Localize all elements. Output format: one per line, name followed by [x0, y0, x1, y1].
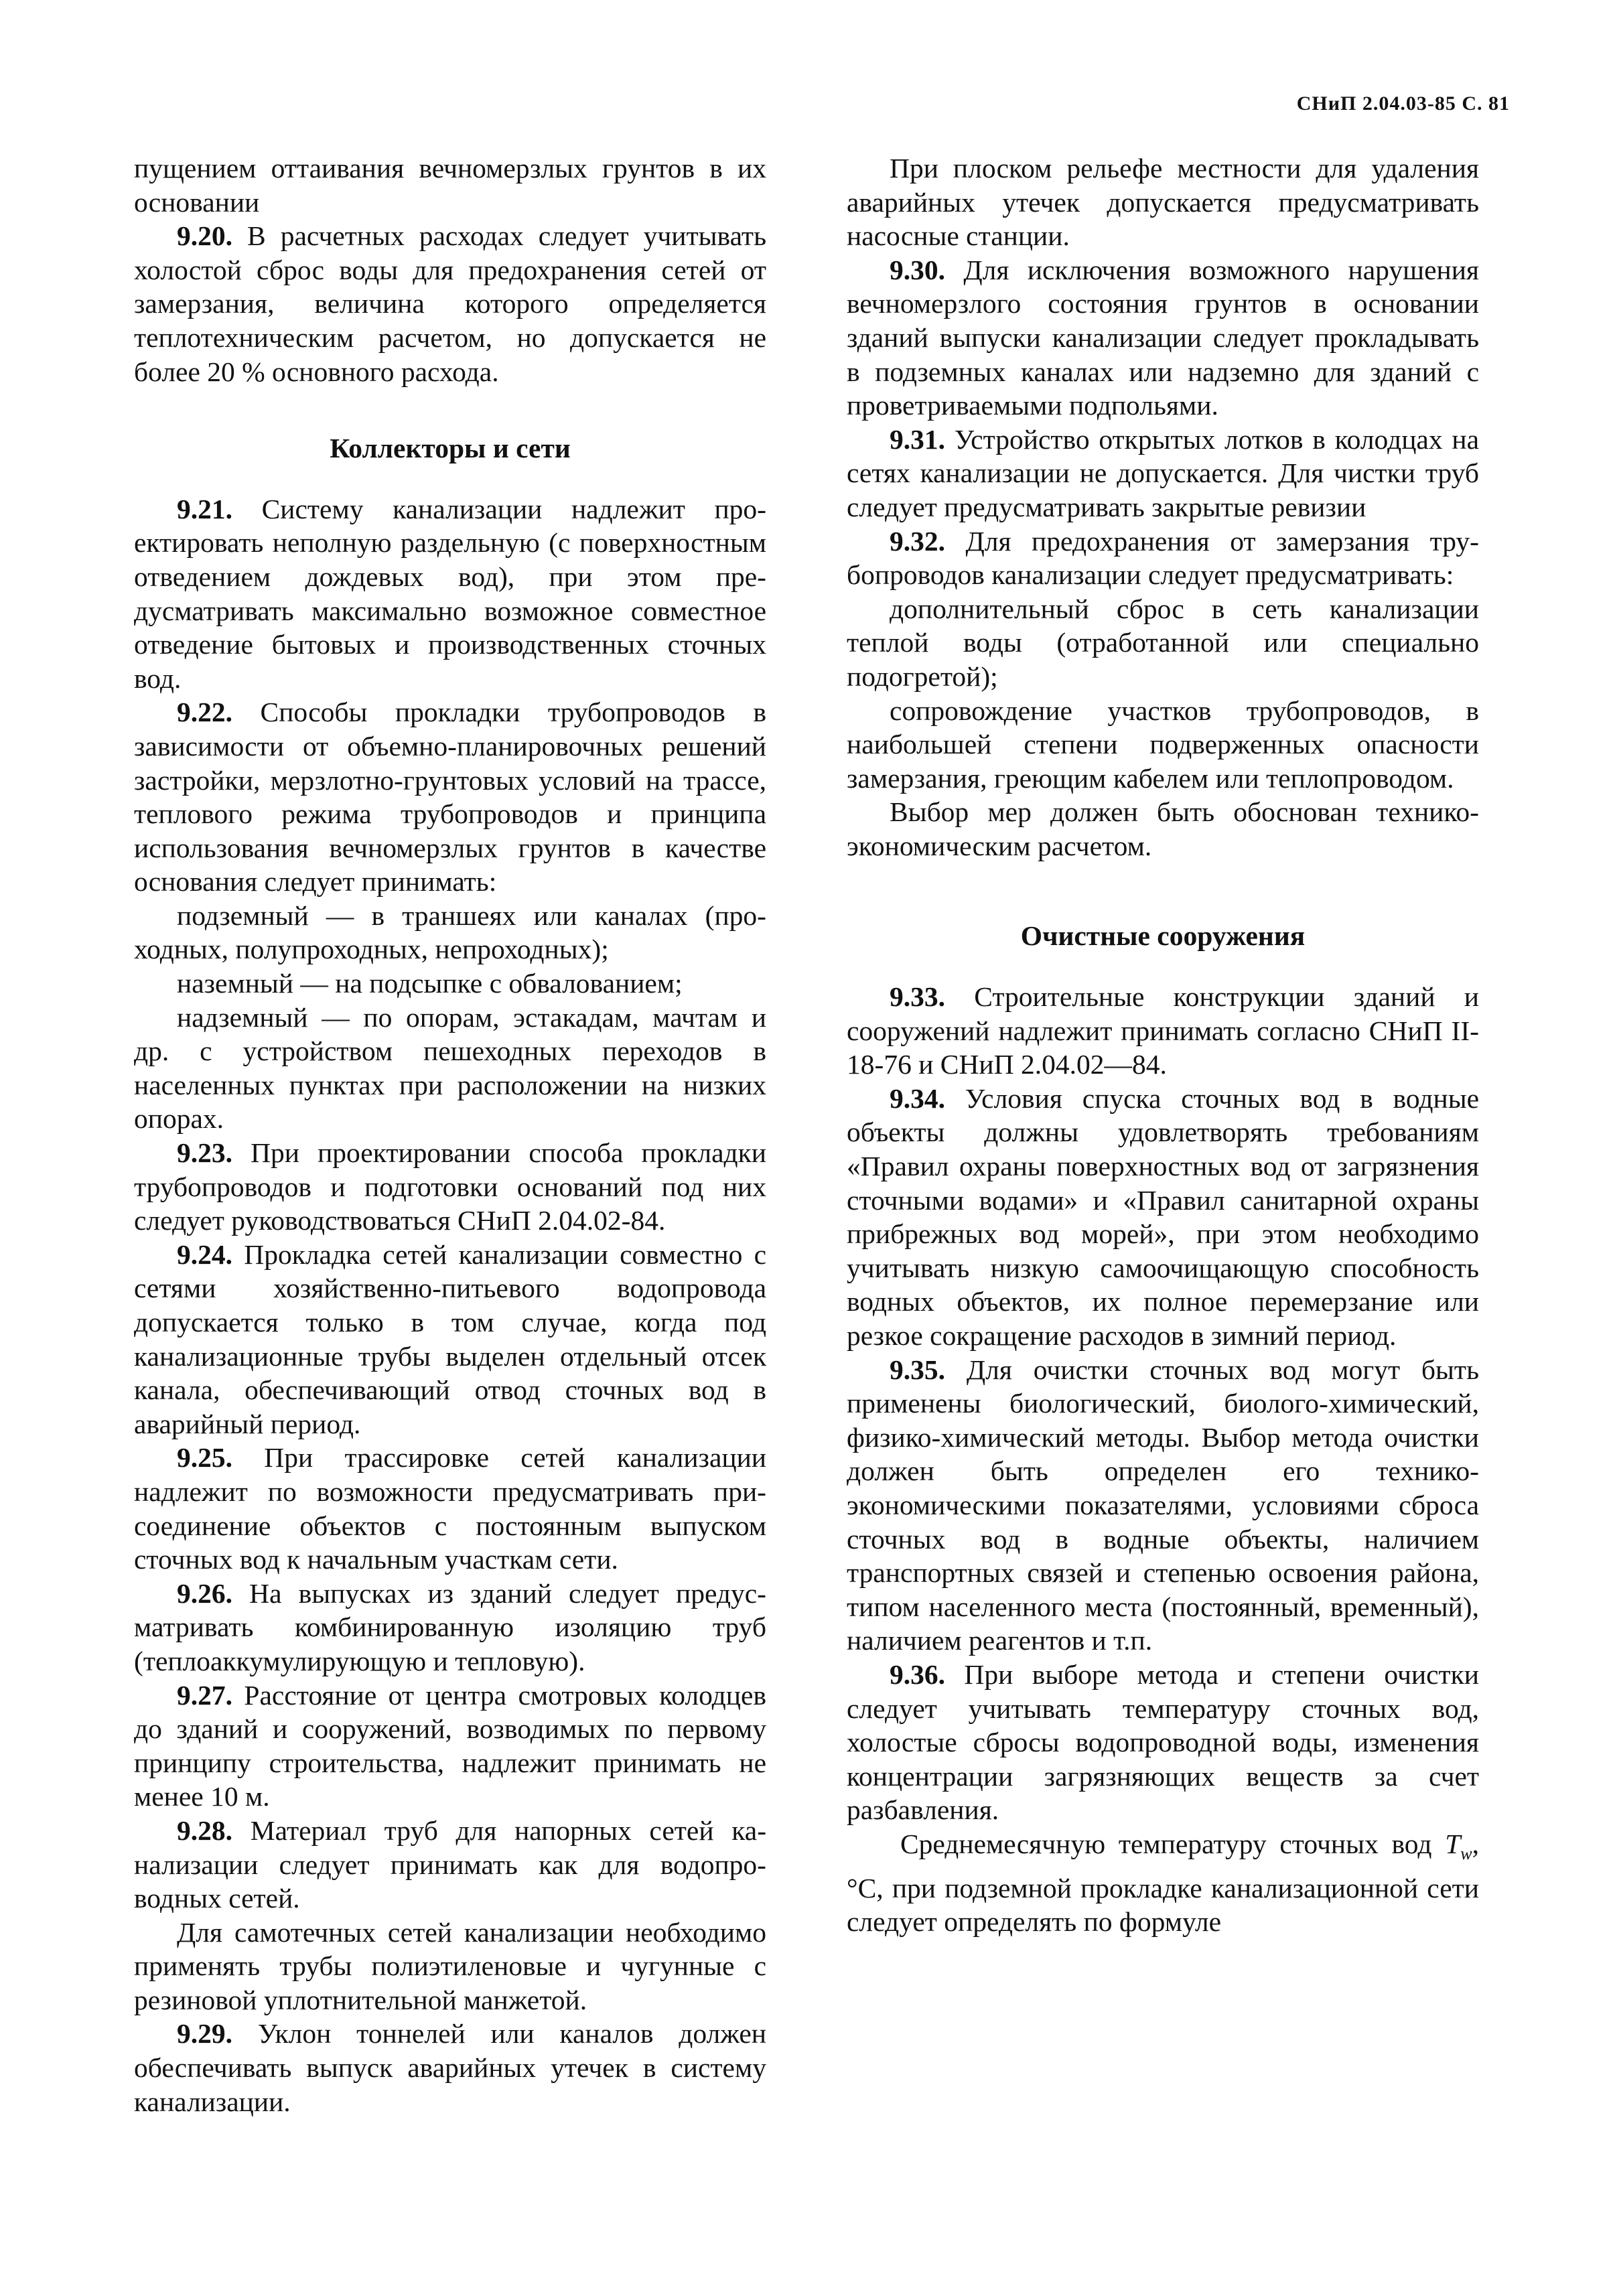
- paragraph-gravity-networks: Для самотечных сетей канализации необходимо применять трубы полиэтиленовые и чугунные с резиновой уплотнительной манжетой.: [134, 1916, 766, 2015]
- clause-number: 9.28.: [177, 1814, 232, 1846]
- clause-9-22: [134, 695, 766, 899]
- clause-text: Для предохранения от замерзания трубопроводов канализации следует предусматривать:: [847, 525, 1479, 591]
- clause-number: 9.20.: [177, 220, 232, 252]
- temperature-variable-subscript: w: [1460, 1844, 1472, 1863]
- clause-number: 9.27.: [177, 1679, 232, 1711]
- clause-number: 9.23.: [177, 1137, 232, 1169]
- clause-9-21: [134, 492, 766, 696]
- list-item-underground: подземный — в траншеях или каналах (проходных, полупроходных, непроходных);: [134, 900, 766, 965]
- clause-number: 9.29.: [177, 2018, 232, 2050]
- clause-text: При трассировке сетей канализации надлежит по возможности предусматривать присоединение объектов с постоянным выпуском сточных вод к начальным участкам сети.: [134, 1442, 767, 1575]
- clause-number: 9.26.: [177, 1577, 232, 1609]
- clause-text: Расстояние от центра смотровых колодцев до зданий и сооружений, возводимых по первому принципу строительства, надлежит принимать не менее 10 м.: [134, 1679, 767, 1812]
- list-item-warm-water-discharge: дополнительный сброс в сеть канализации теплой воды (отработанной или специально подогретой);: [847, 593, 1479, 692]
- clause-number: 9.35.: [890, 1354, 945, 1385]
- clause-9-30: [847, 253, 1479, 423]
- clause-number: 9.34.: [890, 1082, 945, 1114]
- clause-number: 9.22.: [177, 697, 232, 728]
- clause-text: На выпусках из зданий следует предусматривать комбинированную изоляцию труб (теплоаккумулирующую и тепловую).: [134, 1577, 766, 1676]
- clause-number: 9.24.: [177, 1238, 232, 1270]
- section-heading-treatment: Очистные сооружения: [1020, 920, 1306, 952]
- list-item-ground: наземный — на подсыпке с обвалованием;: [177, 968, 683, 999]
- clause-text: Строительные конструкции зданий и сооружений надлежит принимать согласно СНиП II-18-76 и СНиП 2.04.02—84.: [847, 981, 1479, 1080]
- clause-text: При проектировании способа прокладки трубопроводов и подготовки оснований под них следует руководствоваться СНиП 2.04.02-84.: [134, 1137, 766, 1236]
- clause-text: Для очистки сточных вод могут быть применены биологический, биолого-химический, физико-химический методы. Выбор метода очистки должен быть определен его технико-экономическими показателями, условиями сброса сточных вод в водные объекты, наличием транспортных связей и степенью освоения района, типом населенного места (постоянный, временный), наличием реагентов и т.п.: [847, 1354, 1479, 1656]
- paragraph-temperature-formula: [847, 1827, 1479, 1939]
- list-item-above-ground: надземный — по опорам, эстакадам, мачтам и др. с устройством пешеходных переходов в населенных пунктах при расположении на низких опорах.: [134, 1001, 766, 1135]
- clause-text: В расчетных расходах следует учитывать холостой сброс воды для предохранения сетей от замерзания, величина которого определяется теплотехническим расчетом, но допускается не более 20 % основного расхода.: [134, 220, 766, 387]
- clause-text: Материал труб для напорных сетей канализации следует принимать как для водопроводных сетей.: [134, 1814, 767, 1914]
- paragraph-choice-of-measures: Выбор мер должен быть обоснован технико-экономическим расчетом.: [847, 796, 1479, 861]
- clause-number: 9.21.: [177, 493, 232, 524]
- clause-text: Для исключения возможного нарушения вечномерзлого состояния грунтов в основании зданий выпуски канализации следует прокладывать в подземных каналах или надземно для зданий с проветриваемыми подпольями.: [847, 254, 1479, 421]
- clause-number: 9.32.: [890, 525, 945, 557]
- list-item-heating-cable: сопровождение участков трубопроводов, в наибольшей степени подверженных опасности замерзания, греющим кабелем или теплопроводом.: [847, 695, 1479, 794]
- clause-text: Способы прокладки трубопроводов в зависимости от объемно-планировочных решений застройки, мерзлотно-грунтовых условий на трассе, теплового режима трубопроводов и принципа использования вечномерзлых грунтов в качестве основания следует принимать:: [134, 697, 766, 898]
- clause-9-35: [847, 1353, 1479, 1658]
- clause-9-36: [847, 1658, 1479, 1827]
- temperature-variable: T: [1445, 1828, 1461, 1859]
- section-heading-collectors: Коллекторы и сети: [330, 433, 571, 464]
- clause-text: Систему канализации надлежит проектировать неполную раздельную (с поверхностным отведением дождевых вод), при этом предусматривать максимально возможное совместное отведение бытовых и производственных сточных вод.: [134, 493, 766, 694]
- clause-number: 9.25.: [177, 1442, 232, 1474]
- clause-9-24: [134, 1238, 766, 1441]
- right-column: [847, 151, 1479, 1939]
- clause-9-29: [134, 2017, 766, 2119]
- clause-9-33: [847, 980, 1479, 1082]
- paragraph-continuation: пущением оттаивания вечномерзлых грунтов в их основании: [134, 153, 766, 218]
- clause-9-25: [134, 1441, 766, 1576]
- clause-9-31: [847, 423, 1479, 524]
- clause-9-23: [134, 1136, 766, 1238]
- clause-9-27: [134, 1678, 766, 1814]
- clause-9-28: [134, 1814, 766, 1916]
- clause-9-20: [134, 219, 766, 388]
- clause-9-34: [847, 1082, 1479, 1353]
- page-header-doc-ref: СНиП 2.04.03-85 С. 81: [1296, 92, 1510, 115]
- clause-text: Уклон тоннелей или каналов должен обеспечивать выпуск аварийных утечек в систему канализации.: [134, 2018, 767, 2117]
- left-column: [134, 151, 766, 2119]
- clause-text: Условия спуска сточных вод в водные объекты должны удовлетворять требованиям «Правил охраны поверхностных вод от загрязнения сточными водами» и «Правил санитарной охраны прибрежных вод морей», при этом необходимо учитывать низкую самоочищающую способность водных объектов, их полное перемерзание или резкое сокращение расходов в зимний период.: [847, 1082, 1480, 1351]
- clause-text: Прокладка сетей канализации совместно с сетями хозяйственно-питьевого водопровода допускается только в том случае, когда под канализационные трубы выделен отдельный отсек канала, обеспечивающий отвод сточных вод в аварийный период.: [134, 1238, 767, 1439]
- clause-number: 9.36.: [890, 1658, 945, 1690]
- clause-text: При выборе метода и степени очистки следует учитывать температуру сточных вод, холостые сбросы водопроводной воды, изменения концентрации загрязняющих веществ за счет разбавления.: [847, 1658, 1480, 1826]
- temperature-tail-text: , °С, при подземной прокладке канализационной сети следует определять по формуле: [847, 1828, 1479, 1938]
- paragraph-flat-terrain: При плоском рельефе местности для удаления аварийных утечек допускается предусматривать насосные станции.: [847, 153, 1479, 252]
- clause-9-32: [847, 524, 1479, 592]
- clause-number: 9.33.: [890, 981, 945, 1013]
- clause-9-26: [134, 1577, 766, 1678]
- clause-number: 9.31.: [890, 423, 945, 455]
- clause-number: 9.30.: [890, 254, 945, 285]
- temperature-lead-text: Среднемесячную температуру сточных вод: [900, 1828, 1432, 1859]
- clause-text: Устройство открытых лотков в колодцах на сетях канализации не допускается. Для чистки труб следует предусматривать закрытые ревизии: [847, 423, 1479, 522]
